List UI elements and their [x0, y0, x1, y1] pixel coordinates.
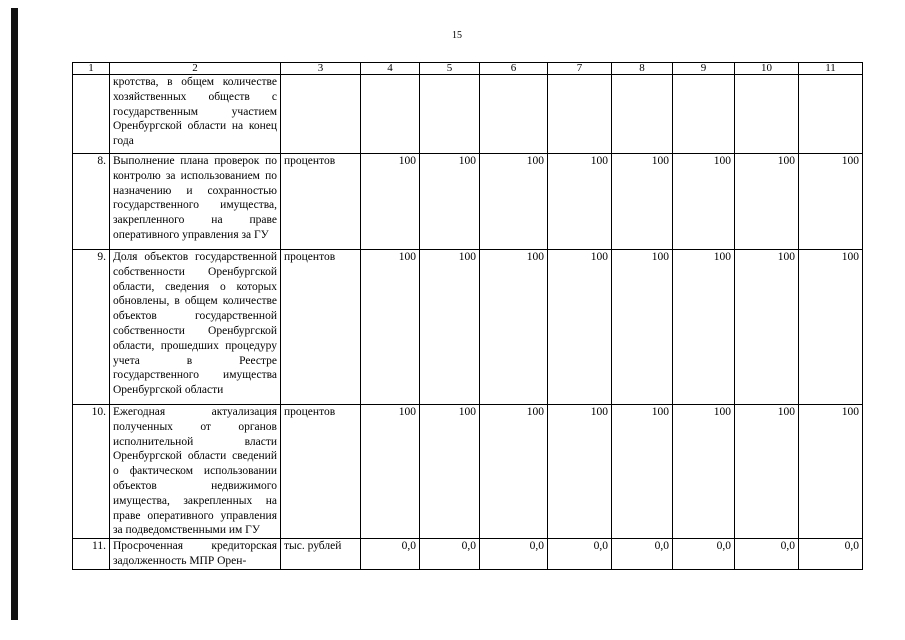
- value-cell: 100: [673, 405, 735, 539]
- value-cell: 100: [799, 250, 863, 405]
- value-cell: 100: [612, 154, 673, 250]
- value-cell: [361, 75, 420, 154]
- unit-cell: [281, 75, 361, 154]
- value-cell: 100: [361, 405, 420, 539]
- value-cell: 100: [548, 250, 612, 405]
- unit-cell: процентов: [281, 405, 361, 539]
- value-cell: 0,0: [735, 539, 799, 570]
- unit-cell: тыс. рублей: [281, 539, 361, 570]
- column-header: 11: [799, 63, 863, 75]
- value-cell: 100: [420, 405, 480, 539]
- value-cell: 100: [612, 405, 673, 539]
- row-number: 8.: [73, 154, 110, 250]
- value-cell: 0,0: [420, 539, 480, 570]
- unit-cell: процентов: [281, 250, 361, 405]
- value-cell: 0,0: [480, 539, 548, 570]
- column-number-row: [73, 63, 863, 75]
- value-cell: [612, 75, 673, 154]
- column-header: 6: [480, 63, 548, 75]
- table-row: [73, 405, 863, 539]
- value-cell: 0,0: [361, 539, 420, 570]
- value-cell: 0,0: [673, 539, 735, 570]
- value-cell: 100: [612, 250, 673, 405]
- unit-cell: процентов: [281, 154, 361, 250]
- value-cell: 100: [735, 250, 799, 405]
- scan-edge-bar: [11, 8, 18, 620]
- value-cell: [480, 75, 548, 154]
- row-number: 9.: [73, 250, 110, 405]
- value-cell: 100: [548, 405, 612, 539]
- row-number: [73, 75, 110, 154]
- value-cell: 0,0: [799, 539, 863, 570]
- table-row: [73, 539, 863, 570]
- value-cell: 100: [673, 250, 735, 405]
- value-cell: [735, 75, 799, 154]
- table-row: [73, 75, 863, 154]
- column-header: 2: [110, 63, 281, 75]
- value-cell: 100: [673, 154, 735, 250]
- value-cell: 100: [799, 405, 863, 539]
- value-cell: [673, 75, 735, 154]
- indicators-table: [72, 62, 863, 570]
- column-header: 1: [73, 63, 110, 75]
- table-row: [73, 154, 863, 250]
- indicator-description: Просроченная кредиторская задолженность МПР Орен-: [110, 539, 281, 570]
- indicator-description: Ежегодная актуализация полученных от органов исполнительной власти Оренбургской области сведений о фактическом использовании объектов недвижимого имущества, закрепленных на праве оперативного управления за подведомственными им ГУ: [110, 405, 281, 539]
- row-number: 11.: [73, 539, 110, 570]
- indicator-description: Доля объектов государственной собственности Оренбургской области, сведения о которых обновлены, в общем количестве объектов государственной собственности Оренбургской области, прошедших процедуру учета в Реестре государственного имущества Оренбургской области: [110, 250, 281, 405]
- column-header: 3: [281, 63, 361, 75]
- value-cell: 0,0: [612, 539, 673, 570]
- value-cell: 100: [735, 154, 799, 250]
- value-cell: 100: [420, 250, 480, 405]
- value-cell: 100: [799, 154, 863, 250]
- value-cell: [799, 75, 863, 154]
- column-header: 9: [673, 63, 735, 75]
- row-number: 10.: [73, 405, 110, 539]
- value-cell: 100: [480, 405, 548, 539]
- value-cell: 100: [361, 154, 420, 250]
- indicator-description: Выполнение плана проверок по контролю за использованием по назначению и сохранностью государственного имущества, закрепленного на праве оперативного управления за ГУ: [110, 154, 281, 250]
- column-header: 10: [735, 63, 799, 75]
- value-cell: 100: [480, 154, 548, 250]
- column-header: 8: [612, 63, 673, 75]
- value-cell: [420, 75, 480, 154]
- column-header: 5: [420, 63, 480, 75]
- indicator-description: кротства, в общем количестве хозяйственных обществ с государственным участием Оренбургской области на конец года: [110, 75, 281, 154]
- column-header: 4: [361, 63, 420, 75]
- page-number: 15: [452, 30, 462, 41]
- value-cell: 100: [735, 405, 799, 539]
- value-cell: [548, 75, 612, 154]
- column-header: 7: [548, 63, 612, 75]
- value-cell: 0,0: [548, 539, 612, 570]
- value-cell: 100: [480, 250, 548, 405]
- value-cell: 100: [361, 250, 420, 405]
- value-cell: 100: [548, 154, 612, 250]
- table-row: [73, 250, 863, 405]
- value-cell: 100: [420, 154, 480, 250]
